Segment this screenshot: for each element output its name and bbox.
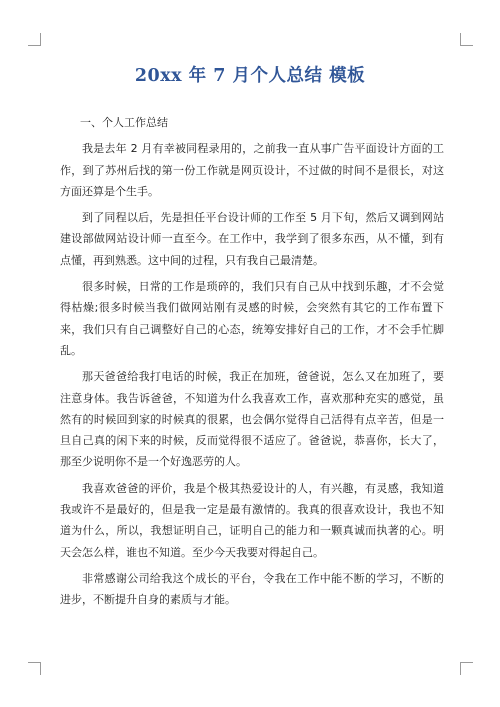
section-heading: 一、个人工作总结: [80, 116, 168, 129]
crop-mark-top-right: [460, 33, 473, 46]
paragraph-2: 到了同程以后，先是担任平台设计师的工作至 5 月下旬，然后又调到网站建设部做网站设计师一直至今。在工作中，我学到了很多东西，从不懂，到有点懂，再到熟悉。这中间的过程，只有我自己最清楚。: [60, 211, 444, 267]
document-title: 20xx 年 7 月个人总结 模板: [134, 66, 366, 86]
crop-mark-top-left: [28, 33, 41, 46]
paragraph-4: 那天爸爸给我打电话的时候，我正在加班，爸爸说，怎么又在加班了，要注意身体。我告诉爸爸，不知道为什么我喜欢工作，喜欢那种充实的感觉，虽然有的时候回到家的时候真的很累，也会偶尔觉得自己活得有点辛苦，但是一旦自己真的闲下来的时候，反而觉得很不适应了。爸爸说，恭喜你，长大了，那至少说明你不是一个好逸恶劳的人。: [60, 370, 444, 469]
paragraph-5: 我喜欢爸爸的评价，我是个极其热爱设计的人，有兴趣，有灵感，我知道我或许不是最好的，但是我一定是最有激情的。我真的很喜欢设计，我也不知道为什么，所以，我想证明自己，证明自己的能力和一颗真诚而执著的心。明天会怎么样，谁也不知道。至少今天我要对得起自己。: [60, 481, 444, 559]
paragraph-3: 很多时候，日常的工作是琐碎的，我们只有自己从中找到乐趣，才不会觉得枯燥;很多时候当我们做网站刚有灵感的时候，会突然有其它的工作布置下来，我们只有自己调整好自己的心态，统筹安排好自己的工作，才不会手忙脚乱。: [60, 280, 444, 357]
document-body: [60, 112, 444, 616]
paragraph-6: 非常感谢公司给我这个成长的平台，令我在工作中能不断的学习，不断的进步，不断提升自身的素质与才能。: [60, 571, 444, 607]
paragraph-1: 我是去年 2 月有幸被同程录用的，之前我一直从事广告平面设计方面的工作，到了苏州后找的第一份工作就是网页设计，不过做的时间不是很长，对这方面还算是个生手。: [60, 142, 444, 198]
crop-mark-bottom-right: [460, 662, 473, 675]
crop-mark-bottom-left: [28, 662, 41, 675]
